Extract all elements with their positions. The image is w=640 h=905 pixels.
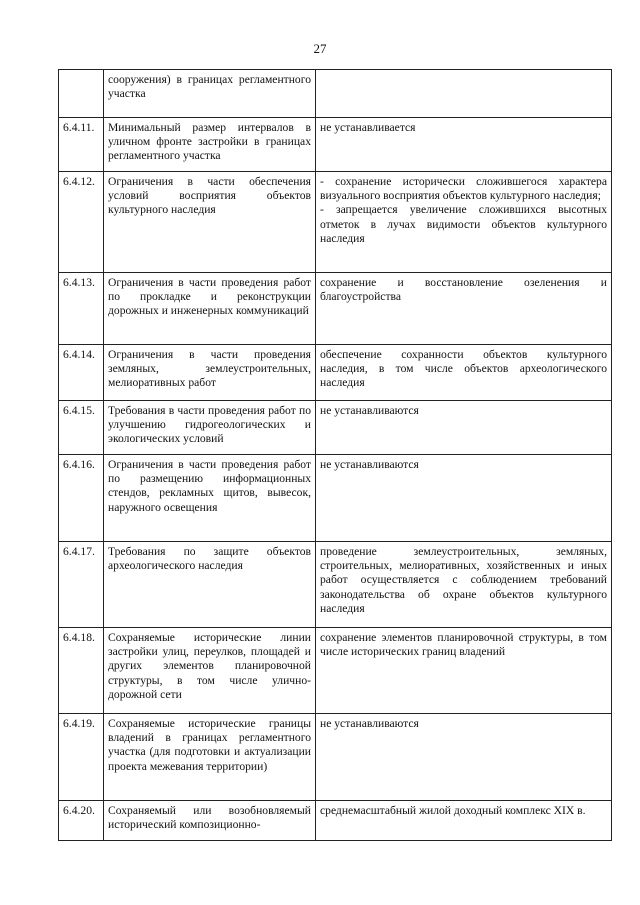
table-row (59, 273, 612, 345)
row-value: не устанавливаются (316, 455, 612, 542)
table-row (59, 118, 612, 172)
row-parameter: Требования по защите объектов археологического наследия (104, 542, 316, 628)
row-number: 6.4.11. (59, 118, 104, 172)
table-row (59, 345, 612, 401)
table-row (59, 455, 612, 542)
table-row (59, 801, 612, 841)
row-number: 6.4.16. (59, 455, 104, 542)
row-parameter: Ограничения в части проведения работ по размещению информационных стендов, рекламных щитов, вывесок, наружного освещения (104, 455, 316, 542)
row-value: не устанавливаются (316, 714, 612, 801)
row-parameter: Минимальный размер интервалов в уличном фронте застройки в границах регламентного участка (104, 118, 316, 172)
table-row (59, 172, 612, 273)
row-value: не устанавливается (316, 118, 612, 172)
row-number: 6.4.12. (59, 172, 104, 273)
table-row (59, 70, 612, 118)
row-parameter: Ограничения в части проведения работ по прокладке и реконструкции дорожных и инженерных коммуникаций (104, 273, 316, 345)
row-number: 6.4.15. (59, 401, 104, 455)
row-number (59, 70, 104, 118)
row-number: 6.4.14. (59, 345, 104, 401)
row-number: 6.4.13. (59, 273, 104, 345)
page-number: 27 (313, 41, 327, 56)
row-value (316, 172, 612, 273)
row-value: среднемасштабный жилой доходный комплекс XIX в. (316, 801, 612, 841)
row-value: не устанавливаются (316, 401, 612, 455)
table-row (59, 401, 612, 455)
row-number: 6.4.18. (59, 628, 104, 714)
row-parameter: Ограничения в части обеспечения условий восприятия объектов культурного наследия (104, 172, 316, 273)
row-number: 6.4.20. (59, 801, 104, 841)
row-parameter: Сохраняемые исторические границы владений в границах регламентного участка (для подготовки и актуализации проекта межевания территории) (104, 714, 316, 801)
row-parameter: Ограничения в части проведения земляных, землеустроительных, мелиоративных работ (104, 345, 316, 401)
table-row (59, 628, 612, 714)
row-parameter: Сохраняемый или возобновляемый исторический композиционно- (104, 801, 316, 841)
table-row (59, 714, 612, 801)
row-number: 6.4.19. (59, 714, 104, 801)
table-row (59, 542, 612, 628)
row-value: сохранение и восстановление озеленения и благоустройства (316, 273, 612, 345)
row-value (316, 70, 612, 118)
value-item: - запрещается увеличение сложившихся высотных отметок в лучах видимости объектов культурного наследия (320, 203, 607, 245)
row-number: 6.4.17. (59, 542, 104, 628)
row-parameter: Сохраняемые исторические линии застройки улиц, переулков, площадей и других элементов планировочной структуры, в том числе улично-дорожной сети (104, 628, 316, 714)
regulation-table (58, 69, 612, 841)
row-value: проведение землеустроительных, земляных, строительных, мелиоративных, хозяйственных и иных работ осуществляется с соблюдением требований законодательства об охране объектов культурного наследия (316, 542, 612, 628)
row-parameter: сооружения) в границах регламентного участка (104, 70, 316, 118)
row-value: сохранение элементов планировочной структуры, в том числе исторических границ владений (316, 628, 612, 714)
row-value: обеспечение сохранности объектов культурного наследия, в том числе объектов археологического наследия (316, 345, 612, 401)
row-parameter: Требования в части проведения работ по улучшению гидрогеологических и экологических условий (104, 401, 316, 455)
value-item: - сохранение исторически сложившегося характера визуального восприятия объектов культурного наследия; (320, 175, 607, 203)
